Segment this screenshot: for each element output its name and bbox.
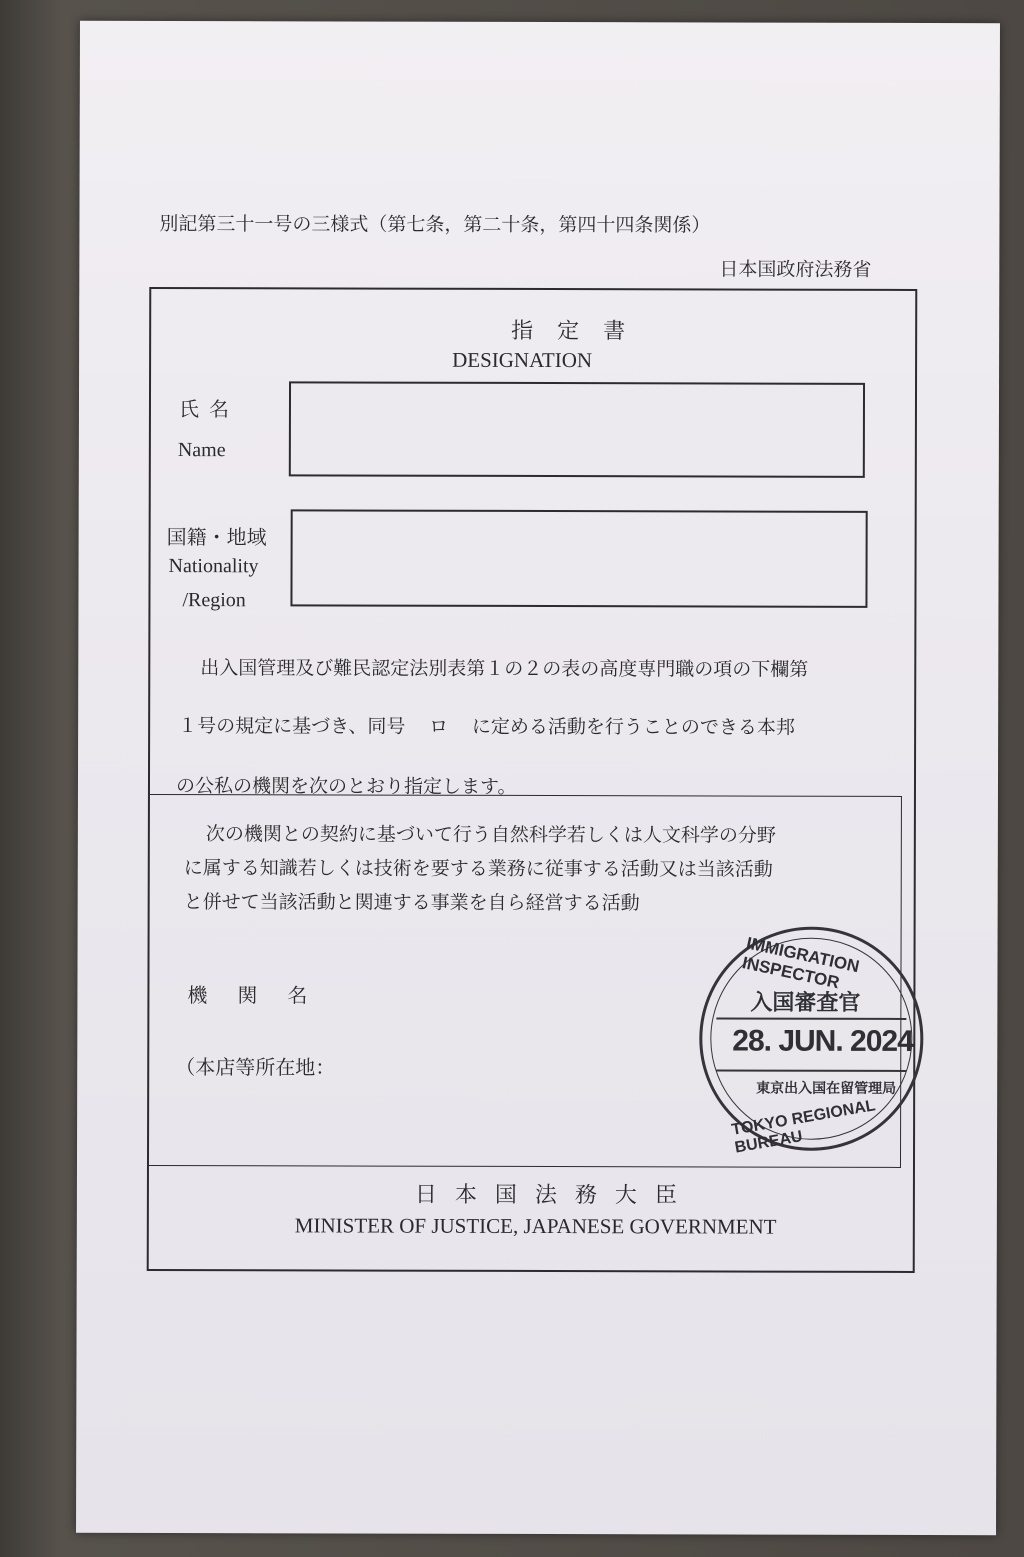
document-title-jp: 指定書	[511, 317, 650, 344]
body-text-line-1: 出入国管理及び難民認定法別表第１の２の表の高度専門職の項の下欄第	[200, 658, 809, 681]
stamp-bureau-jp: 東京出入国在留管理局	[756, 1079, 897, 1096]
name-label-jp: 氏名	[178, 399, 239, 422]
organization-address-label: （本店等所在地：	[175, 1057, 336, 1080]
stamp-title-jp: 入国審査官	[750, 989, 861, 1015]
immigration-inspector-stamp	[699, 926, 924, 1157]
name-field	[289, 381, 865, 478]
stamp-top-text: IMMIGRATION INSPECTOR	[740, 933, 862, 993]
signatory-jp: 日本国法務大臣	[414, 1181, 695, 1208]
region-label-en: /Region	[182, 589, 246, 612]
activity-text-line-3: と併せて当該活動と関連する事業を自ら経営する活動	[183, 892, 640, 915]
body-text-line-3: の公私の機関を次のとおり指定します。	[175, 776, 517, 798]
nationality-label-en: Nationality	[168, 555, 259, 578]
designation-document	[76, 21, 1000, 1535]
stamp-date: 28. JUN. 2024	[732, 1024, 913, 1058]
signatory-en: MINISTER OF JUSTICE, JAPANESE GOVERNMENT	[294, 1213, 777, 1239]
organization-name-label: 機関名	[187, 985, 338, 1008]
stamp-bottom-text: TOKYO REGIONAL BUREAU	[730, 1097, 877, 1157]
form-reference: 別記第三十一号の三様式（第七条，第二十条，第四十四条関係）	[159, 214, 711, 237]
nationality-label-jp: 国籍・地域	[166, 527, 267, 550]
activity-text-line-1: 次の機関との契約に基づいて行う自然科学若しくは人文科学の分野	[205, 824, 776, 847]
issuing-ministry: 日本国政府法務省	[719, 259, 872, 281]
body-text-line-2: １号の規定に基づき、同号 ロ に定める活動を行うことのできる本邦	[178, 716, 795, 739]
document-title-en: DESIGNATION	[452, 347, 593, 373]
name-label-en: Name	[177, 439, 226, 462]
nationality-field	[290, 509, 867, 608]
activity-text-line-2: に属する知識若しくは技術を要する業務に従事する活動又は当該活動	[183, 858, 773, 881]
